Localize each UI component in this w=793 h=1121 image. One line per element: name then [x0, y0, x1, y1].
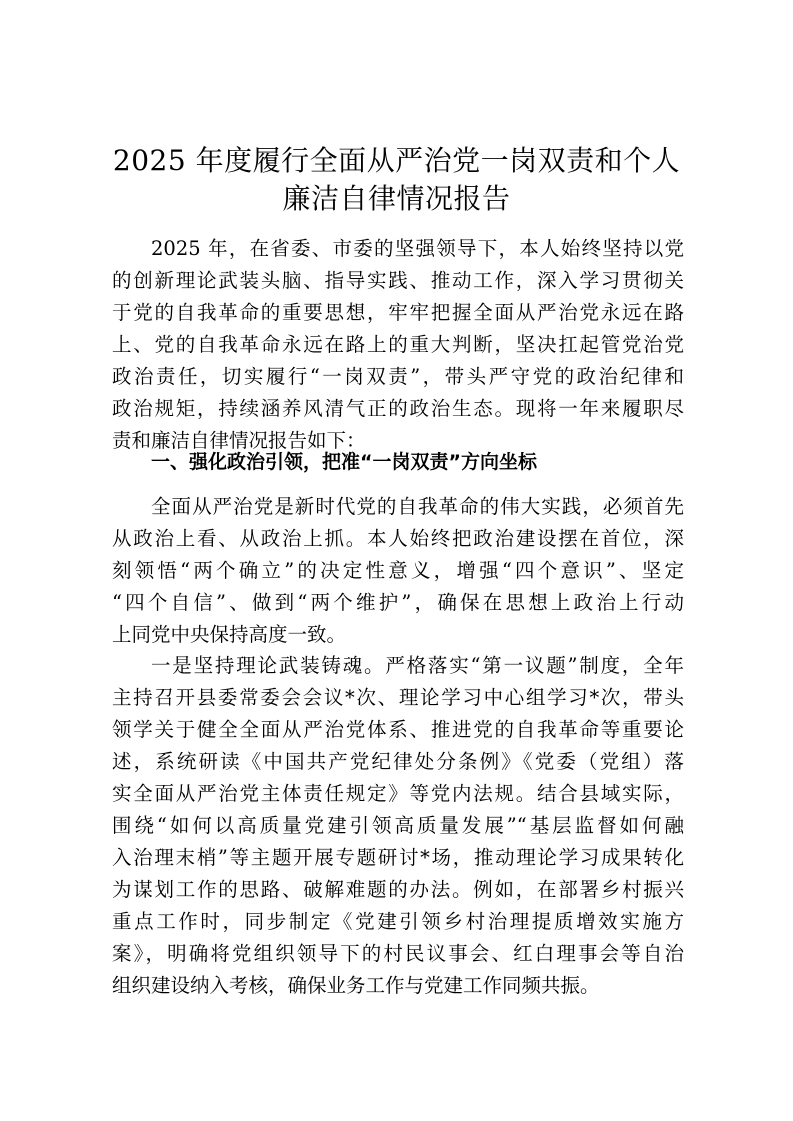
paragraph-line: 的创新理论武装头脑、指导实践、推动工作，深入学习贯彻关: [112, 269, 684, 292]
paragraph-line: 一是坚持理论武装铸魂。严格落实“第一议题”制度，全年: [151, 654, 684, 677]
paragraph-line: “四个自信”、做到“两个维护”，确保在思想上政治上行动: [112, 591, 684, 614]
paragraph-line: 为谋划工作的思路、破解难题的办法。例如，在部署乡村振兴: [112, 878, 684, 901]
paragraph-line: 责和廉洁自律情况报告如下：: [112, 429, 366, 452]
section-1-paragraph: [112, 491, 684, 651]
paragraph-line: 围绕“如何以高质量党建引领高质量发展”“基层监督如何融: [112, 814, 684, 837]
paragraph-line: 入治理末梢”等主题开展专题研讨*场，推动理论学习成果转化: [112, 846, 684, 869]
intro-paragraph: [112, 233, 684, 457]
document-title-line-2: 廉洁自律情况报告: [282, 182, 511, 215]
paragraph-line: 于党的自我革命的重要思想，牢牢把握全面从严治党永远在路: [112, 301, 684, 324]
paragraph-line: 上、党的自我革命永远在路上的重大判断，坚决扛起管党治党: [112, 333, 684, 356]
paragraph-line: 上同党中央保持高度一致。: [112, 623, 347, 646]
paragraph-line: 领学关于健全全面从严治党体系、推进党的自我革命等重要论: [112, 718, 684, 741]
paragraph-line: 主持召开县委常委会会议*次、理论学习中心组学习*次，带头: [112, 686, 684, 709]
paragraph-line: 政治责任，切实履行“一岗双责”，带头严守党的政治纪律和: [112, 365, 684, 388]
paragraph-line: 重点工作时，同步制定《党建引领乡村治理提质增效实施方: [112, 910, 684, 933]
paragraph-line: 案》，明确将党组织领导下的村民议事会、红白理事会等自治: [112, 942, 684, 965]
section-1-heading: 一、强化政治引领，把准“一岗双责”方向坐标: [151, 451, 537, 473]
paragraph-line: 从政治上看、从政治上抓。本人始终把政治建设摆在首位，深: [112, 527, 684, 550]
paragraph-line: 全面从严治党是新时代党的自我革命的伟大实践，必须首先: [151, 495, 684, 518]
paragraph-line: 2025 年，在省委、市委的坚强领导下，本人始终坚持以党: [151, 237, 684, 260]
paragraph-line: 刻领悟“两个确立”的决定性意义，增强“四个意识”、坚定: [112, 559, 684, 582]
document-title-line-1: 2025 年度履行全面从严治党一岗双责和个人: [112, 144, 681, 177]
paragraph-line: 组织建设纳入考核，确保业务工作与党建工作同频共振。: [112, 974, 600, 997]
paragraph-line: 政治规矩，持续涵养风清气正的政治生态。现将一年来履职尽: [112, 397, 684, 420]
point-1-paragraph: [112, 650, 684, 1002]
section-1-heading-block: [112, 446, 684, 478]
paragraph-line: 述，系统研读《中国共产党纪律处分条例》《党委（党组）落: [112, 750, 684, 773]
paragraph-line: 实全面从严治党主体责任规定》等党内法规。结合县域实际，: [112, 782, 684, 805]
